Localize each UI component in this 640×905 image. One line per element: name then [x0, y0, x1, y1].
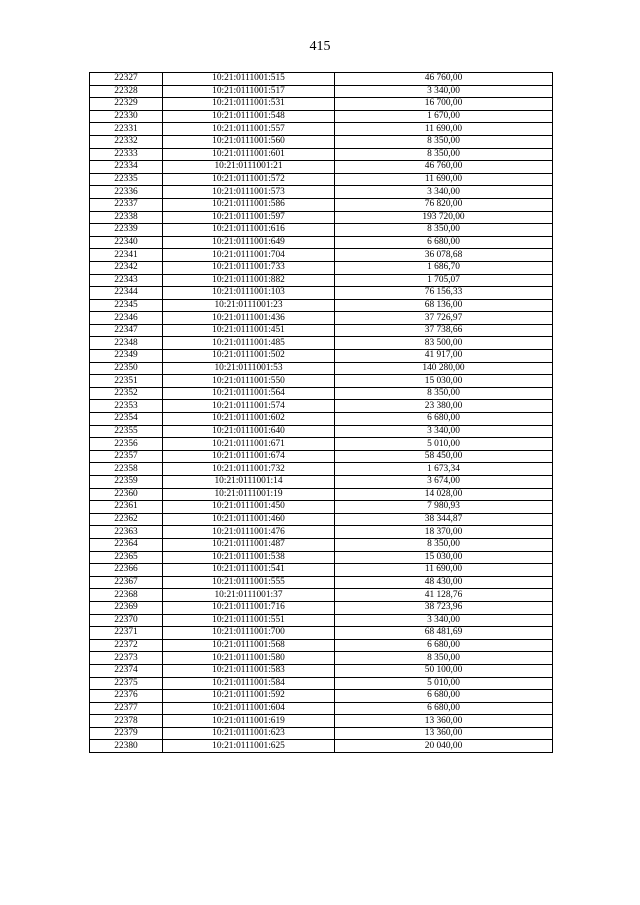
row-number-cell: 22360: [90, 488, 163, 501]
amount-cell: 3 674,00: [335, 476, 553, 489]
amount-cell: 14 028,00: [335, 488, 553, 501]
registry-table: [89, 72, 553, 753]
amount-cell: 37 738,66: [335, 324, 553, 337]
table-row: [90, 135, 553, 148]
row-number-cell: 22333: [90, 148, 163, 161]
table-row: [90, 324, 553, 337]
table-row: [90, 551, 553, 564]
cadastral-number-cell: 10:21:0111001:23: [163, 299, 335, 312]
amount-cell: 68 481,69: [335, 627, 553, 640]
table-row: [90, 476, 553, 489]
amount-cell: 20 040,00: [335, 740, 553, 753]
row-number-cell: 22343: [90, 274, 163, 287]
row-number-cell: 22370: [90, 614, 163, 627]
row-number-cell: 22348: [90, 337, 163, 350]
row-number-cell: 22359: [90, 476, 163, 489]
cadastral-number-cell: 10:21:0111001:555: [163, 576, 335, 589]
row-number-cell: 22367: [90, 576, 163, 589]
amount-cell: 3 340,00: [335, 85, 553, 98]
amount-cell: 1 705,07: [335, 274, 553, 287]
row-number-cell: 22337: [90, 198, 163, 211]
row-number-cell: 22347: [90, 324, 163, 337]
amount-cell: 68 136,00: [335, 299, 553, 312]
row-number-cell: 22344: [90, 287, 163, 300]
amount-cell: 46 760,00: [335, 73, 553, 86]
table-row: [90, 450, 553, 463]
row-number-cell: 22346: [90, 312, 163, 325]
row-number-cell: 22355: [90, 425, 163, 438]
table-row: [90, 198, 553, 211]
amount-cell: 140 280,00: [335, 362, 553, 375]
table-row: [90, 186, 553, 199]
row-number-cell: 22349: [90, 350, 163, 363]
table-row: [90, 299, 553, 312]
cadastral-number-cell: 10:21:0111001:640: [163, 425, 335, 438]
cadastral-number-cell: 10:21:0111001:476: [163, 526, 335, 539]
row-number-cell: 22372: [90, 639, 163, 652]
row-number-cell: 22375: [90, 677, 163, 690]
cadastral-number-cell: 10:21:0111001:19: [163, 488, 335, 501]
table-row: [90, 413, 553, 426]
table-row: [90, 690, 553, 703]
cadastral-number-cell: 10:21:0111001:551: [163, 614, 335, 627]
row-number-cell: 22332: [90, 135, 163, 148]
row-number-cell: 22376: [90, 690, 163, 703]
row-number-cell: 22339: [90, 224, 163, 237]
row-number-cell: 22354: [90, 413, 163, 426]
row-number-cell: 22329: [90, 98, 163, 111]
table-row: [90, 337, 553, 350]
cadastral-number-cell: 10:21:0111001:550: [163, 375, 335, 388]
amount-cell: 5 010,00: [335, 677, 553, 690]
row-number-cell: 22380: [90, 740, 163, 753]
table-row: [90, 614, 553, 627]
row-number-cell: 22342: [90, 261, 163, 274]
row-number-cell: 22362: [90, 513, 163, 526]
amount-cell: 1 686,70: [335, 261, 553, 274]
amount-cell: 11 690,00: [335, 123, 553, 136]
amount-cell: 23 380,00: [335, 400, 553, 413]
row-number-cell: 22378: [90, 715, 163, 728]
table-row: [90, 677, 553, 690]
cadastral-number-cell: 10:21:0111001:502: [163, 350, 335, 363]
row-number-cell: 22357: [90, 450, 163, 463]
cadastral-number-cell: 10:21:0111001:573: [163, 186, 335, 199]
row-number-cell: 22358: [90, 463, 163, 476]
cadastral-number-cell: 10:21:0111001:623: [163, 727, 335, 740]
table-row: [90, 488, 553, 501]
table-row: [90, 73, 553, 86]
row-number-cell: 22340: [90, 236, 163, 249]
table-row: [90, 715, 553, 728]
cadastral-number-cell: 10:21:0111001:538: [163, 551, 335, 564]
amount-cell: 8 350,00: [335, 387, 553, 400]
table-row: [90, 249, 553, 262]
amount-cell: 8 350,00: [335, 224, 553, 237]
amount-cell: 3 340,00: [335, 614, 553, 627]
table-row: [90, 576, 553, 589]
table-row: [90, 601, 553, 614]
cadastral-number-cell: 10:21:0111001:704: [163, 249, 335, 262]
cadastral-number-cell: 10:21:0111001:574: [163, 400, 335, 413]
amount-cell: 37 726,97: [335, 312, 553, 325]
cadastral-number-cell: 10:21:0111001:531: [163, 98, 335, 111]
amount-cell: 76 156,33: [335, 287, 553, 300]
table-row: [90, 438, 553, 451]
amount-cell: 46 760,00: [335, 161, 553, 174]
table-row: [90, 501, 553, 514]
cadastral-number-cell: 10:21:0111001:572: [163, 173, 335, 186]
row-number-cell: 22350: [90, 362, 163, 375]
row-number-cell: 22336: [90, 186, 163, 199]
cadastral-number-cell: 10:21:0111001:564: [163, 387, 335, 400]
row-number-cell: 22351: [90, 375, 163, 388]
cadastral-number-cell: 10:21:0111001:560: [163, 135, 335, 148]
row-number-cell: 22365: [90, 551, 163, 564]
table-row: [90, 526, 553, 539]
table-row: [90, 740, 553, 753]
amount-cell: 38 723,96: [335, 601, 553, 614]
table-row: [90, 400, 553, 413]
table-row: [90, 123, 553, 136]
amount-cell: 11 690,00: [335, 564, 553, 577]
row-number-cell: 22327: [90, 73, 163, 86]
row-number-cell: 22335: [90, 173, 163, 186]
cadastral-number-cell: 10:21:0111001:583: [163, 664, 335, 677]
row-number-cell: 22369: [90, 601, 163, 614]
cadastral-number-cell: 10:21:0111001:716: [163, 601, 335, 614]
table-row: [90, 564, 553, 577]
table-row: [90, 627, 553, 640]
amount-cell: 8 350,00: [335, 652, 553, 665]
cadastral-number-cell: 10:21:0111001:21: [163, 161, 335, 174]
row-number-cell: 22377: [90, 702, 163, 715]
table-row: [90, 173, 553, 186]
cadastral-number-cell: 10:21:0111001:671: [163, 438, 335, 451]
cadastral-number-cell: 10:21:0111001:700: [163, 627, 335, 640]
amount-cell: 15 030,00: [335, 375, 553, 388]
amount-cell: 83 500,00: [335, 337, 553, 350]
table-row: [90, 664, 553, 677]
table-row: [90, 261, 553, 274]
amount-cell: 6 680,00: [335, 413, 553, 426]
cadastral-number-cell: 10:21:0111001:37: [163, 589, 335, 602]
row-number-cell: 22373: [90, 652, 163, 665]
row-number-cell: 22366: [90, 564, 163, 577]
table-row: [90, 589, 553, 602]
amount-cell: 48 430,00: [335, 576, 553, 589]
page-number: 415: [309, 39, 331, 54]
amount-cell: 16 700,00: [335, 98, 553, 111]
table-row: [90, 727, 553, 740]
amount-cell: 18 370,00: [335, 526, 553, 539]
amount-cell: 15 030,00: [335, 551, 553, 564]
row-number-cell: 22338: [90, 211, 163, 224]
registry-table-body: [90, 73, 553, 753]
table-row: [90, 463, 553, 476]
table-row: [90, 211, 553, 224]
row-number-cell: 22364: [90, 538, 163, 551]
amount-cell: 58 450,00: [335, 450, 553, 463]
table-row: [90, 513, 553, 526]
amount-cell: 3 340,00: [335, 425, 553, 438]
cadastral-number-cell: 10:21:0111001:451: [163, 324, 335, 337]
amount-cell: 41 128,76: [335, 589, 553, 602]
amount-cell: 36 078,68: [335, 249, 553, 262]
cadastral-number-cell: 10:21:0111001:53: [163, 362, 335, 375]
row-number-cell: 22334: [90, 161, 163, 174]
cadastral-number-cell: 10:21:0111001:649: [163, 236, 335, 249]
cadastral-number-cell: 10:21:0111001:597: [163, 211, 335, 224]
cadastral-number-cell: 10:21:0111001:619: [163, 715, 335, 728]
cadastral-number-cell: 10:21:0111001:580: [163, 652, 335, 665]
row-number-cell: 22374: [90, 664, 163, 677]
cadastral-number-cell: 10:21:0111001:557: [163, 123, 335, 136]
table-row: [90, 287, 553, 300]
cadastral-number-cell: 10:21:0111001:733: [163, 261, 335, 274]
table-row: [90, 274, 553, 287]
amount-cell: 11 690,00: [335, 173, 553, 186]
amount-cell: 193 720,00: [335, 211, 553, 224]
amount-cell: 1 670,00: [335, 110, 553, 123]
row-number-cell: 22352: [90, 387, 163, 400]
amount-cell: 1 673,34: [335, 463, 553, 476]
row-number-cell: 22371: [90, 627, 163, 640]
cadastral-number-cell: 10:21:0111001:732: [163, 463, 335, 476]
cadastral-number-cell: 10:21:0111001:14: [163, 476, 335, 489]
cadastral-number-cell: 10:21:0111001:586: [163, 198, 335, 211]
cadastral-number-cell: 10:21:0111001:674: [163, 450, 335, 463]
cadastral-number-cell: 10:21:0111001:515: [163, 73, 335, 86]
cadastral-number-cell: 10:21:0111001:602: [163, 413, 335, 426]
table-row: [90, 375, 553, 388]
cadastral-number-cell: 10:21:0111001:541: [163, 564, 335, 577]
table-row: [90, 387, 553, 400]
cadastral-number-cell: 10:21:0111001:460: [163, 513, 335, 526]
cadastral-number-cell: 10:21:0111001:517: [163, 85, 335, 98]
cadastral-number-cell: 10:21:0111001:450: [163, 501, 335, 514]
amount-cell: 13 360,00: [335, 727, 553, 740]
table-row: [90, 161, 553, 174]
cadastral-number-cell: 10:21:0111001:592: [163, 690, 335, 703]
row-number-cell: 22361: [90, 501, 163, 514]
row-number-cell: 22363: [90, 526, 163, 539]
cadastral-number-cell: 10:21:0111001:625: [163, 740, 335, 753]
cadastral-number-cell: 10:21:0111001:604: [163, 702, 335, 715]
amount-cell: 7 980,93: [335, 501, 553, 514]
table-row: [90, 236, 553, 249]
amount-cell: 5 010,00: [335, 438, 553, 451]
row-number-cell: 22353: [90, 400, 163, 413]
amount-cell: 6 680,00: [335, 702, 553, 715]
amount-cell: 3 340,00: [335, 186, 553, 199]
table-row: [90, 538, 553, 551]
row-number-cell: 22331: [90, 123, 163, 136]
amount-cell: 41 917,00: [335, 350, 553, 363]
row-number-cell: 22328: [90, 85, 163, 98]
amount-cell: 8 350,00: [335, 538, 553, 551]
table-row: [90, 425, 553, 438]
amount-cell: 6 680,00: [335, 236, 553, 249]
table-row: [90, 702, 553, 715]
table-row: [90, 652, 553, 665]
table-row: [90, 110, 553, 123]
cadastral-number-cell: 10:21:0111001:485: [163, 337, 335, 350]
amount-cell: 50 100,00: [335, 664, 553, 677]
row-number-cell: 22379: [90, 727, 163, 740]
cadastral-number-cell: 10:21:0111001:601: [163, 148, 335, 161]
table-row: [90, 148, 553, 161]
table-row: [90, 362, 553, 375]
amount-cell: 8 350,00: [335, 148, 553, 161]
cadastral-number-cell: 10:21:0111001:487: [163, 538, 335, 551]
amount-cell: 8 350,00: [335, 135, 553, 148]
row-number-cell: 22341: [90, 249, 163, 262]
cadastral-number-cell: 10:21:0111001:103: [163, 287, 335, 300]
amount-cell: 76 820,00: [335, 198, 553, 211]
table-row: [90, 224, 553, 237]
row-number-cell: 22345: [90, 299, 163, 312]
table-row: [90, 639, 553, 652]
row-number-cell: 22330: [90, 110, 163, 123]
cadastral-number-cell: 10:21:0111001:616: [163, 224, 335, 237]
table-row: [90, 98, 553, 111]
row-number-cell: 22368: [90, 589, 163, 602]
row-number-cell: 22356: [90, 438, 163, 451]
cadastral-number-cell: 10:21:0111001:568: [163, 639, 335, 652]
cadastral-number-cell: 10:21:0111001:882: [163, 274, 335, 287]
table-row: [90, 350, 553, 363]
cadastral-number-cell: 10:21:0111001:548: [163, 110, 335, 123]
amount-cell: 38 344,87: [335, 513, 553, 526]
cadastral-number-cell: 10:21:0111001:436: [163, 312, 335, 325]
table-row: [90, 312, 553, 325]
amount-cell: 6 680,00: [335, 690, 553, 703]
amount-cell: 13 360,00: [335, 715, 553, 728]
table-row: [90, 85, 553, 98]
cadastral-number-cell: 10:21:0111001:584: [163, 677, 335, 690]
amount-cell: 6 680,00: [335, 639, 553, 652]
